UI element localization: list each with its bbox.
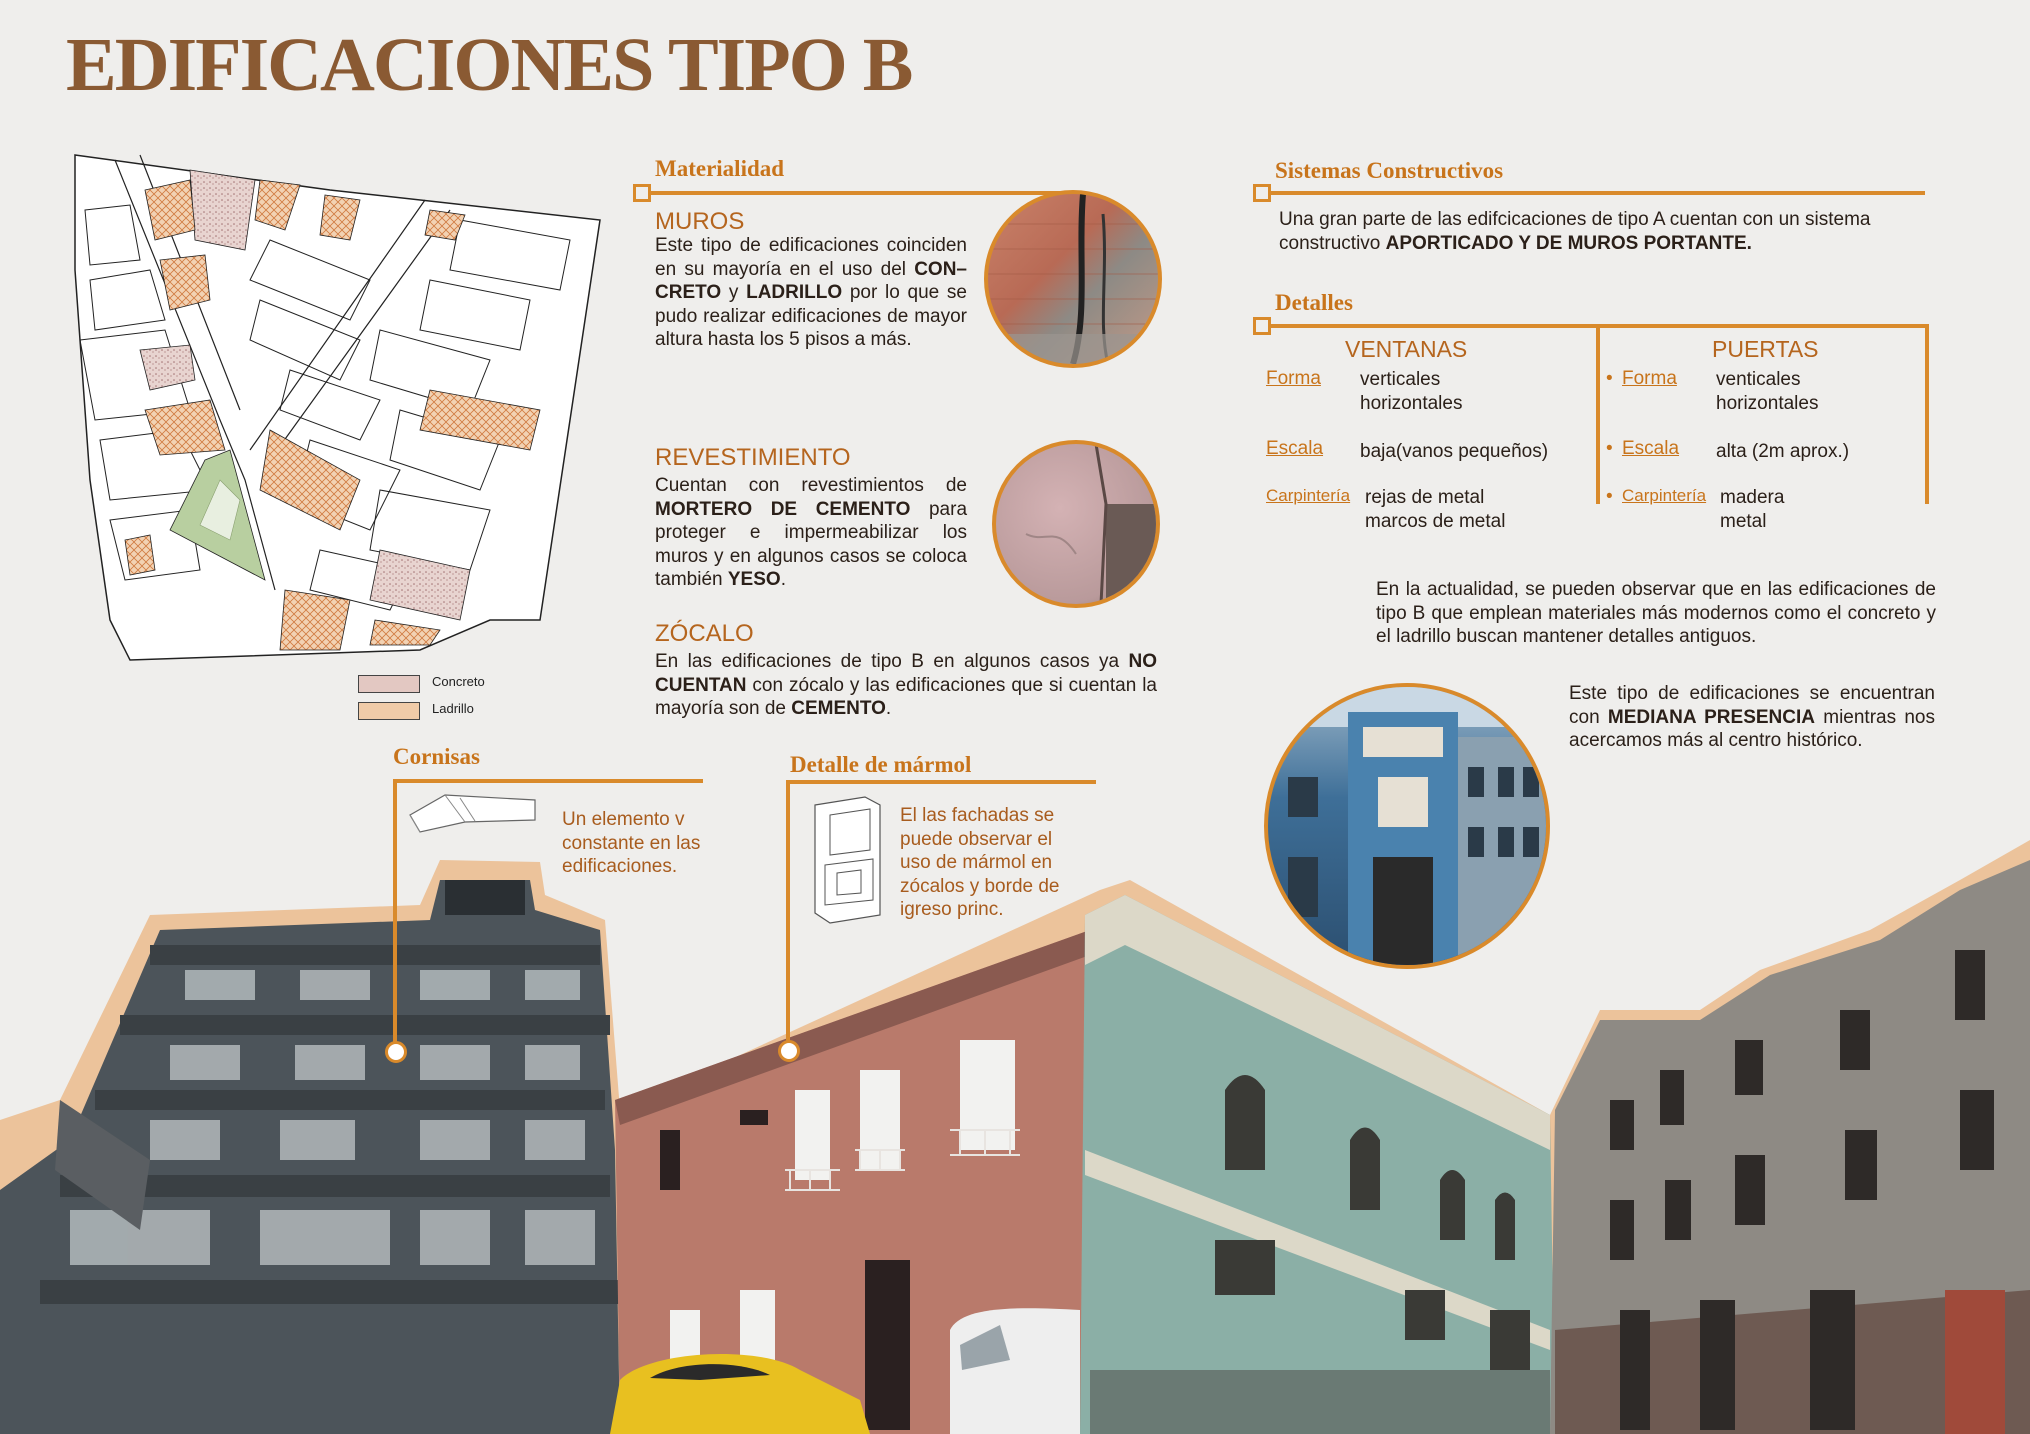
marmol-heading: Detalle de mármol: [790, 752, 972, 777]
bullet-icon: •: [1606, 368, 1613, 389]
presencia-text: Este tipo de edificaciones se encuentran con MEDIANA PRESENCIA mientras nos acercamos más al centro histórico.: [1569, 683, 1935, 751]
bullet-icon: •: [1606, 486, 1613, 507]
section-marker: [1253, 184, 1271, 202]
divider: [393, 779, 703, 783]
leader-line: [786, 780, 790, 1048]
ventanas-forma-label: Forma: [1266, 368, 1321, 389]
materialidad-heading: Materialidad: [655, 156, 785, 181]
sistemas-text: Una gran parte de las edifcicaciones de tipo A cuentan con un sistema constructivo APORTICADO Y DE MUROS PORTANTE.: [1279, 209, 1871, 254]
column-divider: [1596, 324, 1600, 504]
revestimiento-title: REVESTIMIENTO: [655, 444, 851, 471]
revestimiento-photo: [992, 440, 1160, 608]
puertas-escala-label: Escala: [1622, 438, 1680, 459]
ventanas-escala-value: baja(vanos pequeños): [1360, 441, 1549, 462]
ventanas-carpinteria-label: Carpintería: [1266, 486, 1351, 505]
puertas-carpinteria-value: madera metal: [1720, 487, 1785, 532]
divider: [640, 191, 1060, 195]
legend-swatch-concreto: [358, 675, 420, 693]
zocalo-title: ZÓCALO: [655, 620, 754, 647]
divider: [1260, 191, 1925, 195]
divider: [786, 780, 1096, 784]
marker-dot: [385, 1041, 407, 1063]
puertas-title: PUERTAS: [1712, 336, 1819, 362]
column-divider: [1925, 324, 1929, 504]
ventanas-forma-value: verticales horizontales: [1360, 369, 1463, 414]
muros-text: Este tipo de edificaciones coinciden en su mayoría en el uso del CON–CRETO y LADRILLO por lo que se pudo realizar edificaciones de mayor altura hasta los 5 pisos a más.: [655, 235, 967, 350]
blue-building-photo: [1264, 683, 1550, 969]
legend-label-ladrillo: Ladrillo: [432, 701, 474, 716]
page-title: EDIFICACIONES TIPO B: [66, 23, 912, 107]
muros-photo: [984, 190, 1162, 368]
marker-dot: [778, 1040, 800, 1062]
detalles-heading: Detalles: [1275, 290, 1353, 315]
bullet-icon: •: [1606, 438, 1613, 459]
puertas-forma-label: Forma: [1622, 368, 1677, 389]
leader-line: [393, 779, 397, 1051]
section-marker: [633, 184, 651, 202]
blue-facade-image: [1268, 687, 1546, 965]
cornice-sketch-icon: [405, 790, 540, 840]
puertas-escala-value: alta (2m aprox.): [1716, 441, 1850, 462]
legend-label-concreto: Concreto: [432, 674, 485, 689]
ventanas-escala-label: Escala: [1266, 438, 1324, 459]
cornisas-note: Un elemento v constante en las edificaciones.: [562, 809, 701, 877]
zocalo-text: En las edificaciones de tipo B en algunos casos ya NO CUENTAN con zócalo y las edificaciones que si cuentan la mayoría son de CEMENTO.: [655, 651, 1157, 719]
plaster-wall-image: [996, 444, 1156, 604]
puertas-carpinteria-label: Carpintería: [1622, 486, 1707, 505]
sistemas-heading: Sistemas Constructivos: [1275, 158, 1504, 183]
marmol-note: El las fachadas se puede observar el uso de mármol en zócalos y borde de igreso princ.: [900, 805, 1060, 920]
muros-title: MUROS: [655, 208, 745, 235]
site-map: [70, 150, 610, 670]
actualidad-text: En la actualidad, se pueden observar que en las edificaciones de tipo B que emplean materiales más modernos como el concreto y el ladrillo buscan mantener detalles antiguos.: [1376, 579, 1936, 647]
puertas-forma-value: venticales horizontales: [1716, 369, 1819, 414]
brick-wall-image: [988, 194, 1158, 364]
ventanas-title: VENTANAS: [1345, 336, 1468, 362]
revestimiento-text: Cuentan con revestimientos de MORTERO DE CEMENTO para proteger e impermeabilizar los muros y en algunos casos se coloca también YESO.: [655, 475, 968, 590]
legend-swatch-ladrillo: [358, 702, 420, 720]
marble-detail-sketch-icon: [805, 795, 890, 925]
cornisas-heading: Cornisas: [393, 744, 480, 769]
divider: [1260, 324, 1929, 328]
section-marker: [1253, 317, 1271, 335]
ventanas-carpinteria-value: rejas de metal marcos de metal: [1365, 487, 1506, 532]
